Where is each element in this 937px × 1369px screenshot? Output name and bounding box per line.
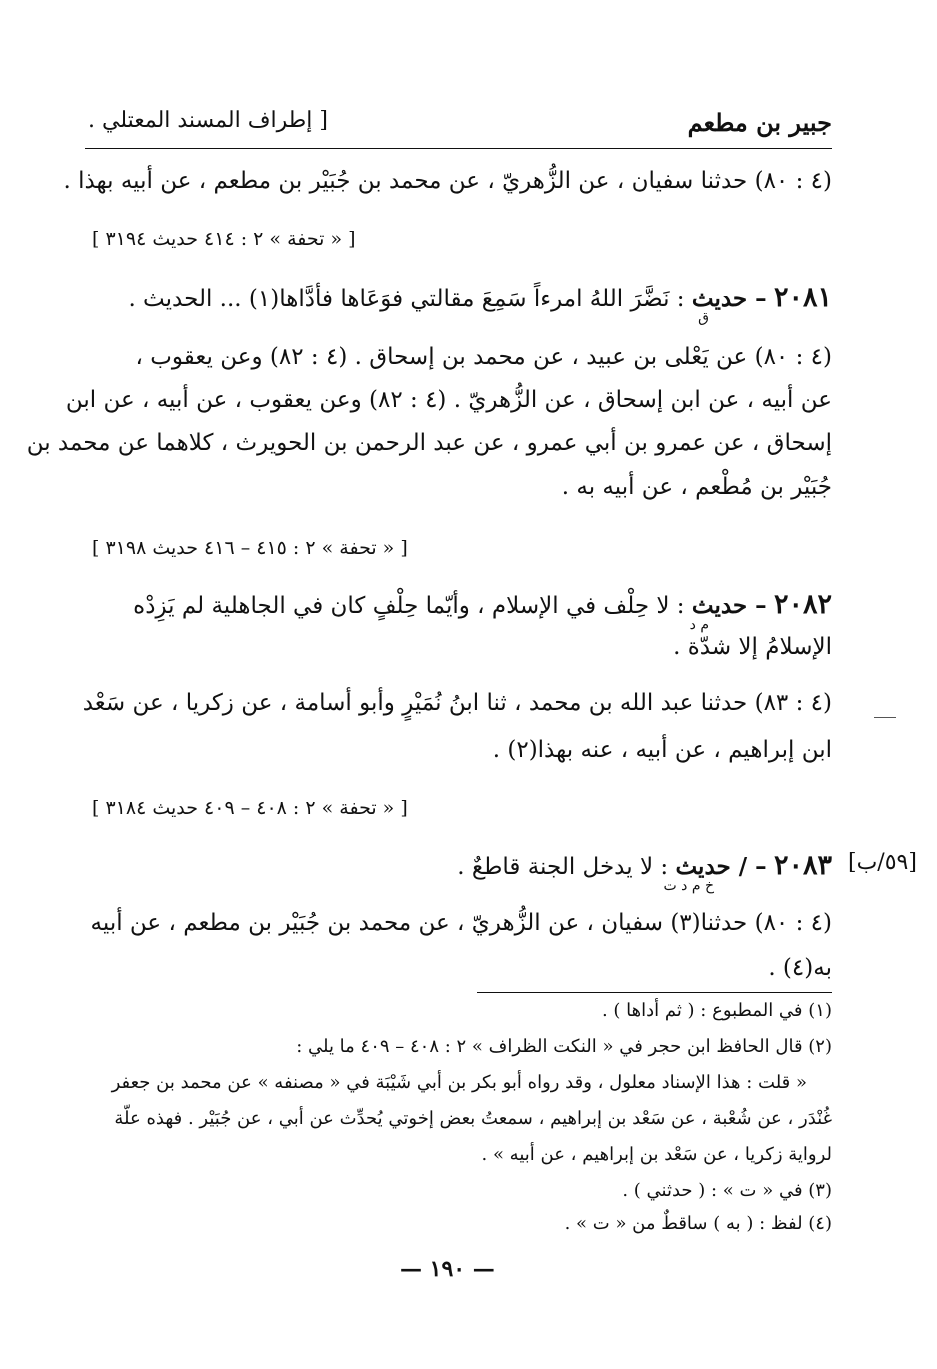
hadith-number: ٢٠٨١ — [773, 282, 832, 313]
header-rule — [85, 148, 832, 149]
running-title-chapter: جبير بن مطعم — [687, 108, 832, 137]
footnote-continuation: « قلت : هذا الإسناد معلول ، وقد رواه أبو بكر بن أبي شَيْبَة في « مصنفه » عن محمد بن جعفر — [111, 1072, 807, 1093]
hadith-sigla: م د — [689, 617, 709, 633]
text-line: إسحاق ، عن عمرو بن أبي عمرو ، عن عبد الرحمن بن الحويرث ، كلاهما عن محمد بن — [26, 430, 832, 456]
footnote: (١) في المطبوع : ( ثم أداها ) . — [601, 1000, 832, 1021]
hadith-number: ٢٠٨٣ — [773, 850, 832, 881]
hadith-label: – حديث — [691, 285, 767, 312]
hadith-sigla: ق — [698, 310, 709, 326]
footnote: (٣) في « ت » : ( حدثني ) . — [622, 1180, 832, 1201]
footnote-continuation: لرواية زكريا ، عن سَعْد بن إبراهيم ، عن أبيه » . — [481, 1144, 832, 1165]
hadith-label: – حديث — [691, 592, 767, 619]
text-line: (٤ : ٨٣) حدثنا عبد الله بن محمد ، ثنا ابنُ نُمَيْرٍ وأبو أسامة ، عن زكريا ، عن سَعْد — [82, 690, 832, 716]
running-title-book: [ إطراف المسند المعتلي . — [88, 108, 328, 133]
text-line: به(٤) . — [768, 955, 832, 981]
text-line: (٤ : ٨٠) عن يَعْلى بن عبيد ، عن محمد بن إسحاق . (٤ : ٨٢) وعن يعقوب ، — [135, 344, 832, 370]
manuscript-folio-note: [٥٩/ب] — [848, 850, 917, 875]
text-line: ابن إبراهيم ، عن أبيه ، عنه بهذا(٢) . — [492, 737, 832, 763]
text-line: الإسلامُ إلا شدّة . — [673, 634, 832, 660]
footnote: (٤) لفظ : ( به ) ساقطٌ من « ت » . — [564, 1213, 832, 1234]
hadith-2083-heading — [457, 850, 832, 881]
text-line: عن أبيه ، عن ابن إسحاق ، عن الزُّهريّ . (٤ : ٨٢) وعن يعقوب ، عن أبيه ، عن ابن — [65, 387, 832, 413]
hadith-text: : لا يدخل الجنة قاطعٌ . — [457, 854, 669, 880]
hadith-label: – / حديث — [675, 853, 767, 880]
margin-dash — [874, 717, 896, 718]
footnote-rule — [477, 992, 832, 993]
hadith-2082-heading — [133, 589, 832, 620]
hadith-text: : لا حِلْف في الإسلام ، وأيّما حِلْفٍ كان في الجاهلية لم يَزِدْه — [133, 593, 685, 619]
hadith-number: ٢٠٨٢ — [773, 589, 832, 620]
reference-tuhfa: [ « تحفة » ٢ : ٤٠٨ – ٤٠٩ حديث ٣١٨٤ ] — [92, 797, 408, 819]
hadith-sigla: خ م د ت — [663, 878, 714, 894]
hadith-text: : نَضَّرَ اللهُ امرءاً سَمِعَ مقالتي فوَعَاها فأدَّاها(١) ... الحديث . — [128, 286, 685, 312]
footnote: (٢) قال الحافظ ابن حجر في « النكت الظراف » ٢ : ٤٠٨ – ٤٠٩ ما يلي : — [296, 1036, 832, 1057]
footnote-continuation: غُنْدَر ، عن شُعْبة ، عن سَعْد بن إبراهيم ، سمعتُ بعض إخوتي يُحدِّث عن أبي ، عن جُبَيْر . فهذه علّة — [114, 1108, 832, 1129]
text-line: جُبَيْر بن مُطْعم ، عن أبيه به . — [561, 474, 832, 500]
text-line: (٤ : ٨٠) حدثنا(٣) سفيان ، عن الزُّهريّ ، عن محمد بن جُبَيْر بن مطعم ، عن أبيه — [90, 910, 832, 936]
reference-tuhfa: [ « تحفة » ٢ : ٤١٤ حديث ٣١٩٤ ] — [92, 228, 356, 250]
text-line: (٤ : ٨٠) حدثنا سفيان ، عن الزُّهريّ ، عن محمد بن جُبَيْر بن مطعم ، عن أبيه بهذا . — [63, 168, 832, 194]
reference-tuhfa: [ « تحفة » ٢ : ٤١٥ – ٤١٦ حديث ٣١٩٨ ] — [92, 537, 408, 559]
page-number: — ١٩٠ — — [400, 1256, 495, 1282]
hadith-2081-heading — [128, 282, 832, 313]
